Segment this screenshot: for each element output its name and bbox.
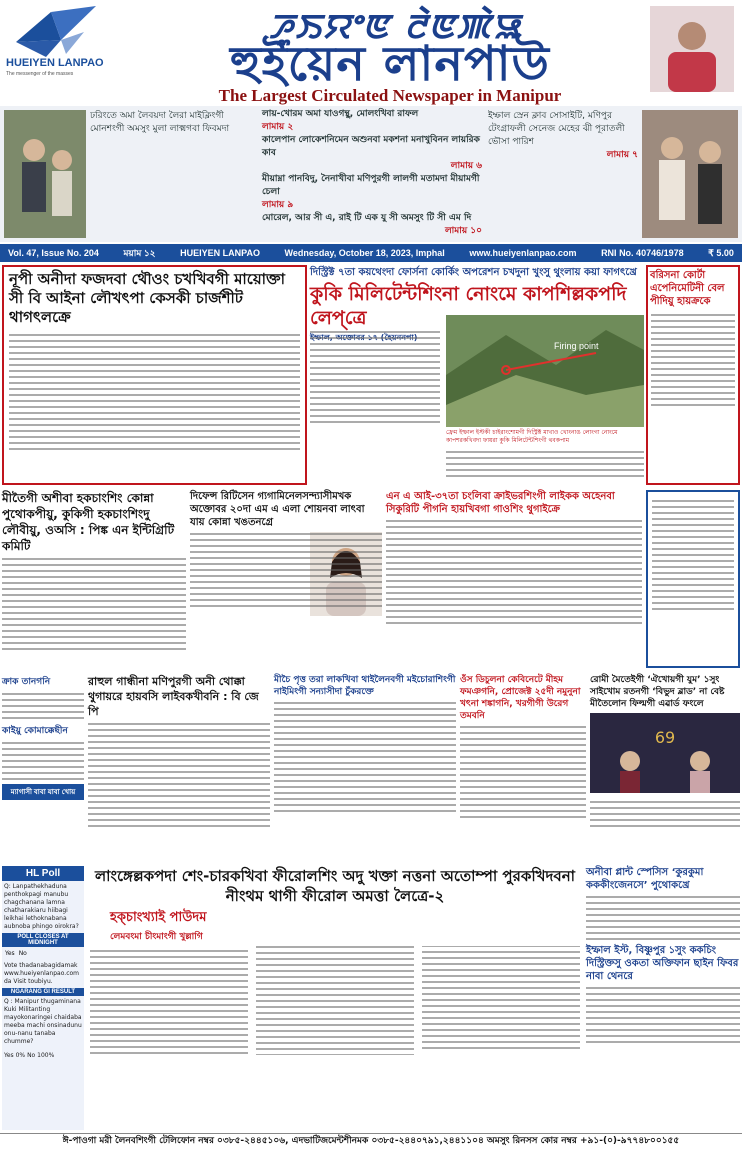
lead-right-headline: কুকি মিলিটেন্টশিংনা নোংমে কাপশিল্লকপদি লেপ্‌ত্রে xyxy=(310,283,627,329)
kidney-body xyxy=(2,742,84,780)
promo-page-3: লামায় ৯ xyxy=(262,200,294,210)
promo-photo-right xyxy=(642,110,738,238)
result-question: Q : Manipur thugaminana Kuki Militanting mayokonaringei chaidaba meeba machi onsinadunu onu-nanu tanaba chumme? xyxy=(4,998,82,1045)
poll-option-yes[interactable]: Yes xyxy=(5,950,15,957)
nia-headline: এন এ আই-৩৭তা চংলিবা ক্রাইভরশিংগী লাইকক অহেনবা সিকুরিটি পীগনি হায়খিবগা গাওশিং থুগাইক্রে xyxy=(386,491,615,515)
promo-mid-head: লায়-খোরম অমা যাওগন্থু, মোলংখিবা রাফল xyxy=(262,109,419,119)
result-values xyxy=(2,1048,84,1063)
kha-body xyxy=(2,693,84,719)
sidebar-briefs xyxy=(2,674,84,860)
rahul-headline: রাহুল গান্ধীনা মণিপুরগী অনী থোক্কা থুগায়রে হায়বসি লাইবকখীবনি : বি জে পি xyxy=(88,675,259,718)
firing-point-label: Firing point xyxy=(554,341,599,351)
promo-right-body: ইম্ফাল স্রেন ক্লাব সোসাইটি, মণিপুর টেংগ্রাফলী সেনেজ মেহের ঝী পূরাতলী ভৌসা পারিশ xyxy=(488,111,625,147)
promo-page-1: লামায় ২ xyxy=(262,122,294,132)
promo-mid-text-2: মীয়াম্না পানবিদু, নৈনাখীবা মণিপুরগী লালগী মতামদা মীয়ামগী চেলা xyxy=(262,174,480,197)
lead-right-kicker: দিস্ট্রিক্ট ৭তা কয়থেংদা ফোর্সনা কোর্কিং অপরেশন চখদুনা খুংসু থুংলায় কয়া ফাগৎখ্রে xyxy=(310,267,637,278)
right-bottom-stories xyxy=(586,866,740,1130)
promo-center xyxy=(262,108,482,240)
lyrical-headline: লাংঙ্গেল্লকপদা শেং-চারকখিবা ফীরোলশিং অদু খক্তা নত্তনা অতোম্পা পুরকখিদবনা নীংথম থাগী ফীরোল অমত্তা লৈত্রে-২ xyxy=(94,867,576,905)
promo-mid-text: কালেপান লোকেশনিমেন অশুনবা মকশনা মনাখুবিনন লায়রিক কাব xyxy=(262,135,480,158)
page-count: ময়াম ১২ xyxy=(123,247,156,258)
masthead-photo xyxy=(650,6,734,92)
photo-caption: ফ্রেম ইম্ফাল ইস্টকী চাইরাংশোমগী দিস্ট্রিক্ট মাখাও খোংনাঙ লোংগা নোংমে কাপশরকখিবদা ফায়রা কুকি মিলিটেন্টশিংগী থবকপাম xyxy=(446,429,618,444)
result-label: NGARANG GI RESULT xyxy=(2,988,84,996)
lyrical-story xyxy=(90,866,580,1130)
dingpu-headline: দিফেন্স রিটিসেন গ্যগামিনেলসন্দ্যাসীমখক অক্তোবর ২০দা এম এ এলা শোয়নবা লাৎবা যায় কোন্না খঙতনগ্রে xyxy=(190,491,365,528)
dingpu-story xyxy=(190,490,382,668)
ngcap-story xyxy=(460,674,586,860)
hillside-photo xyxy=(446,315,644,427)
ngcap-headline: ওঁস ডিচুলনা কেবিনেটে মীহম ফমঞগনি, প্রোজেক্ট ২৫দী নমুনুনা খৎনা শঙ্কাগনি, খরগীগী উরেগ তমবনি xyxy=(460,675,581,721)
result-no-value: 100% xyxy=(37,1052,55,1059)
rni-number: RNI No. 40746/1978 xyxy=(601,248,684,258)
people-photo-icon xyxy=(4,110,86,238)
lead-story-right xyxy=(310,265,644,485)
lead-right-body-2 xyxy=(446,447,644,481)
right-story-body xyxy=(648,314,738,406)
poll-panel xyxy=(2,866,84,1130)
result-yes-label: Yes xyxy=(4,1052,14,1059)
people-photo-icon xyxy=(642,110,738,238)
lead-left-headline: নূপী অনীদা ফজদবা থৌওং চখখিবগী মায়োক্তা সী বি আইনা লৌখৎপা কেসকী চার্জশীট থাগৎলক্রে xyxy=(9,270,285,326)
lead-right-body xyxy=(310,327,440,427)
promo-left-text: ঢরিংতে অমা লৈবয়দা লৈরা মাইক্লিংগী মোনশংগী অমসুং মুলা লাক্মগবা ফিবমদা xyxy=(90,111,230,134)
lead-left-body xyxy=(4,334,305,450)
website-link[interactable]: www.hueiyenlanpao.com xyxy=(469,248,577,258)
poll-option-no[interactable]: No xyxy=(18,950,27,957)
meitei-body xyxy=(2,558,186,650)
issue-info-bar xyxy=(0,244,742,262)
news-box-label: ম্যাগাসী বাবা যাবা খোয় xyxy=(2,784,84,800)
title-meetei-mayek: ꯍꯨꯏꯌꯦꯟ ꯂꯥꯟꯄꯥꯎ xyxy=(268,7,522,47)
masthead-tagline: The Largest Circulated Newspaper in Manipur xyxy=(218,86,562,105)
film-headline: রোমী মৈতেইগী ‘ঐখোয়গী যুম’ ১সুং সাইখোম রতনগী ‘বিভুদ ব্লাড’ না বেষ্ট মীতৈলোন ফিল্মগী এৱার্ড ফংলে xyxy=(590,675,725,709)
svg-text:69: 69 xyxy=(654,728,676,747)
poll-question: Q: Lanpathekhaduna penthokpagi manubu chagchanana lamna chatharakiaru hiibagi leikhai lethoknabana aubnoba phingo oirokra? xyxy=(4,883,79,930)
ovicaptive-body xyxy=(586,987,740,1043)
brand-name: HUEIYEN LANPAO xyxy=(6,57,104,69)
issue-date: Wednesday, October 18, 2023, Imphal xyxy=(284,248,445,258)
volume-issue: Vol. 47, Issue No. 204 xyxy=(8,248,99,258)
mizo-story xyxy=(274,674,456,860)
result-no-label: No xyxy=(27,1052,36,1059)
nia-body xyxy=(386,520,642,624)
kidney-head: কাইয়ু কোমাক্কেছীন xyxy=(2,726,68,736)
mizo-body xyxy=(274,702,456,812)
right-story-head: বরিসনা কোর্টা এপেনিমেটিনী বেল পীদিয়ু হায়ক্রকে xyxy=(650,270,725,307)
promo-page-4: লামায় ১০ xyxy=(444,226,482,236)
front-promo-strip xyxy=(0,106,742,242)
right-column-story xyxy=(646,265,740,485)
lead-story-left xyxy=(2,265,307,485)
hkt-title: হক্চাংখ্যাই পাউদম xyxy=(110,910,207,925)
price: ₹ 5.00 xyxy=(708,247,734,258)
hl-poll-title: HL Poll xyxy=(2,866,84,881)
rahul-body xyxy=(88,723,270,827)
poll-closes: POLL CLOSES AT MIDNIGHT xyxy=(2,933,84,947)
barisana-body xyxy=(648,492,738,618)
title-bengali: হুইয়েন লানপাউ xyxy=(230,36,550,92)
barisana-box xyxy=(646,490,740,668)
meitei-story xyxy=(2,490,186,668)
anniversary-headline: অনীবা প্লান্ট স্পেসিস ‘কুরকুমা কককীংজেনসে’ পুথোকখ্রে xyxy=(586,867,704,891)
footer-contact: ঈ-পাওগা মরী লৈনবশিংগী টেলিফোন নম্বর ০৩৮৫-২৪৪৫১০৬, এদভাটিজমেন্টশীনমক ০৩৮৫-২৪৪০৭৯১,২৪৪১১০৪ অমসুং রিনসস কোর নম্বর +৯১-(০)-৯৭৭৪৮০০১৫৫ xyxy=(0,1133,742,1149)
brand-logo-text xyxy=(6,58,116,80)
film-awards-photo xyxy=(590,713,740,793)
lyrical-body xyxy=(90,946,580,1055)
meitei-headline: মীতৈগী অশীবা হকচাংশিং কোন্না পুথোকপীয়ু, কুকিগী হকচাংশিংদু লৌবীয়ু, ওঅসি : পিঙ্ক এন ইন্টিগ্রিটি কমিটি xyxy=(2,491,175,553)
poll-options xyxy=(2,947,84,960)
promo-right-text xyxy=(488,110,638,238)
vote-instructions: Vote thadanabagidamak www.hueiyenlanpao.com da Visit toubiyu. xyxy=(4,962,80,985)
film-story xyxy=(590,674,740,860)
result-yes-value: 0% xyxy=(15,1052,26,1059)
promo-mid-text-3: মোরেল, আর সী এ, রাই টি এক যু সী অমসুং টি সী এম দি xyxy=(262,213,472,223)
hkt-subtitle: লেমবংমা চীংমাংগী খুল্লাগি xyxy=(110,932,203,942)
promo-page-2: লামায় ৬ xyxy=(450,161,482,171)
person-photo-icon xyxy=(650,6,734,92)
rahul-story xyxy=(88,674,270,860)
ovicaptive-headline: ইম্ফাল ইস্ট, বিষ্ণুপুর ১সুং ককচিং দিস্ট্রিক্তসু ওকতা অক্তিফান ছাইন ফিবর নাবা থেনরে xyxy=(586,945,739,982)
mizo-headline: মীচৈ পৃত্ত তরা লাকখিবা থাইলৈনবগী মইচোরাশিংগী নাইমিংগী সন্যাসীদা চুঁকরক্তে xyxy=(274,675,456,697)
nia-story xyxy=(386,490,642,668)
masthead xyxy=(0,0,742,105)
promo-right-page: লামায় ৭ xyxy=(606,150,638,160)
brand-tagline: The messenger of the masses xyxy=(6,71,74,77)
ngcap-body xyxy=(460,726,586,818)
paper-name: HUEIYEN LANPAO xyxy=(180,248,260,258)
kha-head: ক্রাক তানগনি xyxy=(2,677,51,687)
film-body xyxy=(590,801,740,827)
anniversary-body xyxy=(586,896,740,940)
promo-photo-left xyxy=(4,110,86,238)
